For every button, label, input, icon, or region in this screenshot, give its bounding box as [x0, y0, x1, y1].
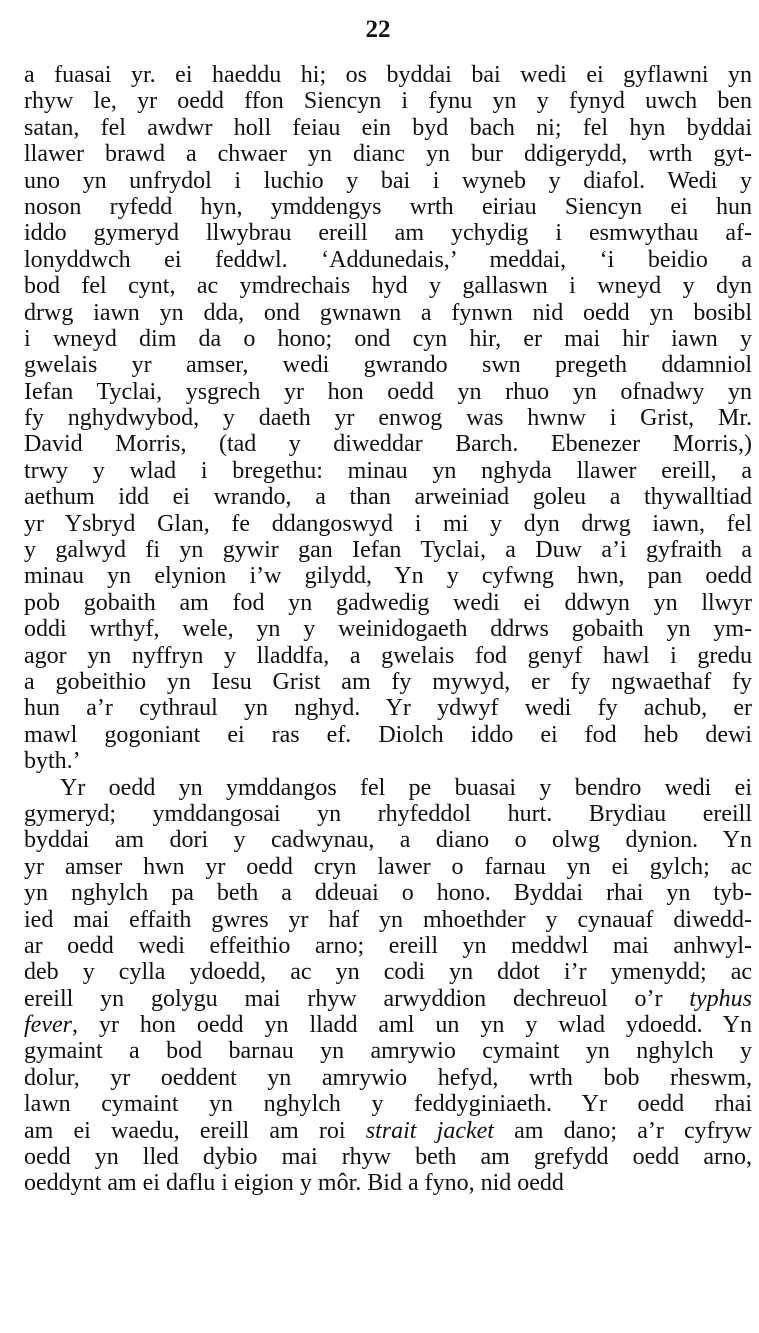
text-line: fy nghydwybod, y daeth yr enwog was hwnw i Grist, Mr.: [24, 405, 752, 432]
text-line: a fuasai yr. ei haeddu hi; os byddai bai wedi ei gyflawni yn: [24, 62, 752, 88]
text-line: David Morris, (tad y diweddar Barch. Ebenezer Morris,): [24, 431, 752, 458]
text-line: ereill yn golygu mai rhyw arwyddion dechreuol o’r typhus: [24, 985, 752, 1012]
text-line: gymeryd; ymddangosai yn rhyfeddol hurt. Brydiau ereill: [24, 800, 752, 827]
text-line: dolur, yr oeddent yn amrywio hefyd, wrth bob rheswm,: [24, 1064, 752, 1091]
text-line: iddo gymeryd llwybrau ereill am ychydig i esmwythau af-: [24, 220, 752, 247]
text-line: llawer brawd a chwaer yn dianc yn bur ddigerydd, wrth gyt-: [24, 141, 752, 168]
text-line: noson ryfedd hyn, ymddengys wrth eiriau Siencyn ei hun: [24, 193, 752, 220]
text-line: uno yn unfrydol i luchio y bai i wyneb y diafol. Wedi y: [24, 167, 752, 194]
body-text: [24, 62, 752, 1197]
text-line: agor yn nyffryn y lladdfa, a gwelais fod genyf hawl i gredu: [24, 642, 752, 669]
text-line: pob gobaith am fod yn gadwedig wedi ei ddwyn yn llwyr: [24, 589, 752, 616]
text-line: ied mai effaith gwres yr haf yn mhoethder y cynauaf diwedd-: [24, 906, 752, 933]
paragraph: [24, 775, 752, 1197]
text-line: y galwyd fi yn gywir gan Iefan Tyclai, a Duw a’i gyfraith a: [24, 537, 752, 564]
text-line: fever, yr hon oedd yn lladd aml un yn y wlad ydoedd. Yn: [24, 1012, 752, 1039]
document-page: [24, 14, 752, 1326]
text-line: yr Ysbryd Glan, fe ddangoswyd i mi y dyn drwg iawn, fel: [24, 510, 752, 537]
text-line: a gobeithio yn Iesu Grist am fy mywyd, er fy ngwaethaf fy: [24, 668, 752, 695]
text-line: hun a’r cythraul yn nghyd. Yr ydwyf wedi fy achub, er: [24, 695, 752, 722]
text-line: minau yn elynion i’w gilydd, Yn y cyfwng hwn, pan oedd: [24, 563, 752, 590]
text-line: rhyw le, yr oedd ffon Siencyn i fynu yn y fynyd uwch ben: [24, 88, 752, 115]
page-number: 22: [365, 16, 391, 43]
text-line: oedd yn lled dybio mai rhyw beth am grefydd oedd arno,: [24, 1144, 752, 1171]
text-line: i wneyd dim da o hono; ond cyn hir, er mai hir iawn y: [24, 325, 752, 352]
text-line: am ei waedu, ereill am roi strait jacket am dano; a’r cyfryw: [24, 1117, 753, 1144]
text-line: yn nghylch pa beth a ddeuai o hono. Byddai rhai yn tyb-: [24, 880, 752, 907]
text-line: deb y cylla ydoedd, ac yn codi yn ddot i’r ymenydd; ac: [24, 959, 752, 986]
text-line: trwy y wlad i bregethu: minau yn nghyda llawer ereill, a: [24, 457, 752, 484]
text-line: byddai am dori y cadwynau, a diano o olwg dynion. Yn: [24, 827, 752, 854]
paragraph: [24, 62, 752, 775]
text-line: satan, fel awdwr holl feiau ein byd bach ni; fel hyn byddai: [24, 114, 752, 141]
text-line: lonyddwch ei feddwl. ‘Addunedais,’ meddai, ‘i beidio a: [24, 246, 752, 273]
text-line: ar oedd wedi effeithio arno; ereill yn meddwl mai anhwyl-: [24, 932, 752, 959]
text-line: Iefan Tyclai, ysgrech yr hon oedd yn rhuo yn ofnadwy yn: [24, 378, 752, 405]
text-line: gymaint a bod barnau yn amrywio cymaint yn nghylch y: [24, 1038, 752, 1065]
text-line: drwg iawn yn dda, ond gwnawn a fynwn nid oedd yn bosibl: [24, 299, 752, 326]
text-line: mawl gogoniant ei ras ef. Diolch iddo ei fod heb dewi: [24, 721, 752, 748]
text-line: gwelais yr amser, wedi gwrando swn pregeth ddamniol: [24, 352, 752, 379]
text-line: oeddynt am ei daflu i eigion y môr. Bid a fyno, nid oedd: [24, 1170, 564, 1197]
text-line: byth.’: [24, 748, 81, 775]
text-line: oddi wrthyf, wele, yn y weinidogaeth ddrws gobaith yn ym-: [24, 616, 752, 643]
text-line: lawn cymaint yn nghylch y feddyginiaeth. Yr oedd rhai: [24, 1091, 752, 1118]
text-line: bod fel cynt, ac ymdrechais hyd y gallaswn i wneyd y dyn: [24, 273, 752, 300]
text-line: yr amser hwn yr oedd cryn lawer o farnau yn ei gylch; ac: [24, 853, 752, 880]
text-line: Yr oedd yn ymddangos fel pe buasai y bendro wedi ei: [60, 774, 752, 801]
text-line: aethum idd ei wrando, a than arweiniad goleu a thywalltiad: [24, 484, 752, 511]
